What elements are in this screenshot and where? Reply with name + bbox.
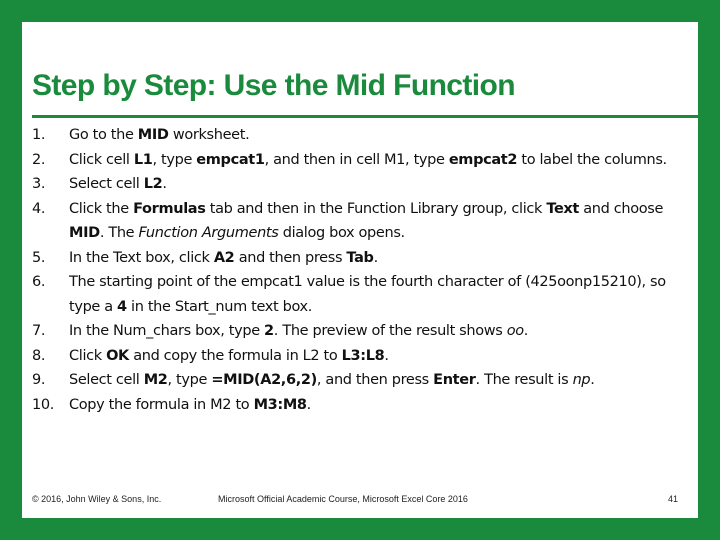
step-text-segment: and then press — [234, 249, 347, 266]
bold-text: empcat1 — [196, 151, 265, 168]
step-text-segment: Click cell — [69, 151, 134, 168]
step-number: 3. — [32, 176, 46, 192]
step-number: 10. — [32, 396, 55, 413]
footer-course: Microsoft Official Academic Course, Microsoft Excel Core 2016 — [218, 494, 468, 504]
step-text-segment: dialog box opens. — [278, 225, 405, 241]
step-number: 4. — [32, 200, 46, 217]
step-item — [32, 246, 672, 271]
step-item — [32, 319, 672, 344]
step-item — [32, 270, 672, 319]
step-text-segment: tab and then in the Function Library group, click — [205, 200, 547, 217]
step-text — [69, 344, 672, 369]
step-text-segment: , type — [152, 151, 197, 168]
step-text-segment: . The result is — [475, 372, 573, 388]
step-text-segment: In the Text box, click — [69, 249, 214, 266]
step-number: 6. — [32, 274, 46, 290]
bold-text: L3:L8 — [341, 347, 385, 364]
step-text-segment: and choose — [579, 200, 664, 217]
step-text — [69, 197, 672, 246]
italic-text: np — [572, 372, 591, 388]
bold-text: Text — [546, 200, 580, 217]
step-item — [32, 123, 672, 148]
bold-text: OK — [106, 347, 129, 364]
footer-page-number: 41 — [667, 494, 678, 504]
step-text-segment: . — [373, 249, 378, 266]
step-text-segment: . The preview of the result shows — [273, 323, 507, 339]
step-text-segment: . — [590, 372, 595, 388]
step-number: 2. — [32, 151, 46, 168]
step-text-segment: , and then in cell M1, type — [264, 151, 449, 168]
step-text-segment: , and then press — [316, 372, 434, 388]
footer-copyright: © 2016, John Wiley & Sons, Inc. — [32, 494, 162, 504]
step-text-segment: . — [162, 176, 167, 192]
step-text — [69, 148, 672, 173]
step-text — [69, 246, 672, 271]
step-text-segment: . — [306, 396, 311, 413]
step-number: 7. — [32, 323, 46, 339]
step-number: 5. — [32, 249, 46, 266]
step-text-segment: Go to the — [69, 127, 138, 143]
italic-text: Function Arguments — [138, 225, 279, 241]
step-text — [69, 319, 672, 344]
step-text-segment: , type — [167, 372, 212, 388]
step-text — [69, 368, 672, 393]
step-number: 1. — [32, 127, 46, 143]
bold-text: empcat2 — [448, 151, 518, 168]
bold-text: L2 — [143, 176, 163, 192]
italic-text: oo — [506, 323, 524, 339]
step-text-segment: and copy the formula in L2 to — [128, 347, 342, 364]
step-item — [32, 393, 672, 418]
step-item — [32, 148, 672, 173]
step-number: 8. — [32, 347, 46, 364]
step-item — [32, 197, 672, 246]
slide-title: Step by Step: Use the Mid Function — [32, 69, 515, 102]
step-text-segment: . — [523, 323, 529, 339]
step-text-segment: Click the — [69, 200, 134, 217]
step-item — [32, 368, 672, 393]
step-text-segment: in the Start_num text box. — [126, 298, 313, 315]
bold-text: 4 — [117, 298, 127, 315]
step-text-segment: The starting point of the empcat1 value is the fourth character of (425oonp15210), so type a — [69, 274, 666, 315]
bold-text: 2 — [264, 323, 274, 339]
bold-text: MID — [137, 127, 169, 143]
step-text — [69, 123, 672, 148]
step-text-segment: . — [384, 347, 389, 364]
step-text-segment: . The — [99, 225, 139, 241]
bold-text: Enter — [433, 372, 476, 388]
bold-text: M2 — [143, 372, 168, 388]
bold-text: Tab — [346, 249, 374, 266]
bold-text: MID — [69, 225, 100, 241]
step-text — [69, 393, 672, 418]
step-number: 9. — [32, 372, 46, 388]
bold-text: L1 — [133, 151, 153, 168]
bold-text: =MID(A2,6,2) — [211, 372, 317, 388]
step-text-segment: Copy the formula in M2 to — [69, 396, 254, 413]
step-text-segment: Click — [69, 347, 107, 364]
step-text-segment: to label the columns. — [517, 151, 667, 168]
steps-list — [32, 123, 672, 417]
step-text-segment: Select cell — [69, 176, 144, 192]
step-item — [32, 344, 672, 369]
bold-text: M3:M8 — [253, 396, 307, 413]
step-text-segment: worksheet. — [168, 127, 250, 143]
step-text — [69, 270, 672, 319]
step-text — [69, 172, 672, 197]
title-underline — [32, 115, 698, 118]
bold-text: Formulas — [133, 200, 206, 217]
step-text-segment: Select cell — [69, 372, 144, 388]
step-item — [32, 172, 672, 197]
bold-text: A2 — [213, 249, 235, 266]
step-text-segment: In the Num_chars box, type — [69, 323, 265, 339]
